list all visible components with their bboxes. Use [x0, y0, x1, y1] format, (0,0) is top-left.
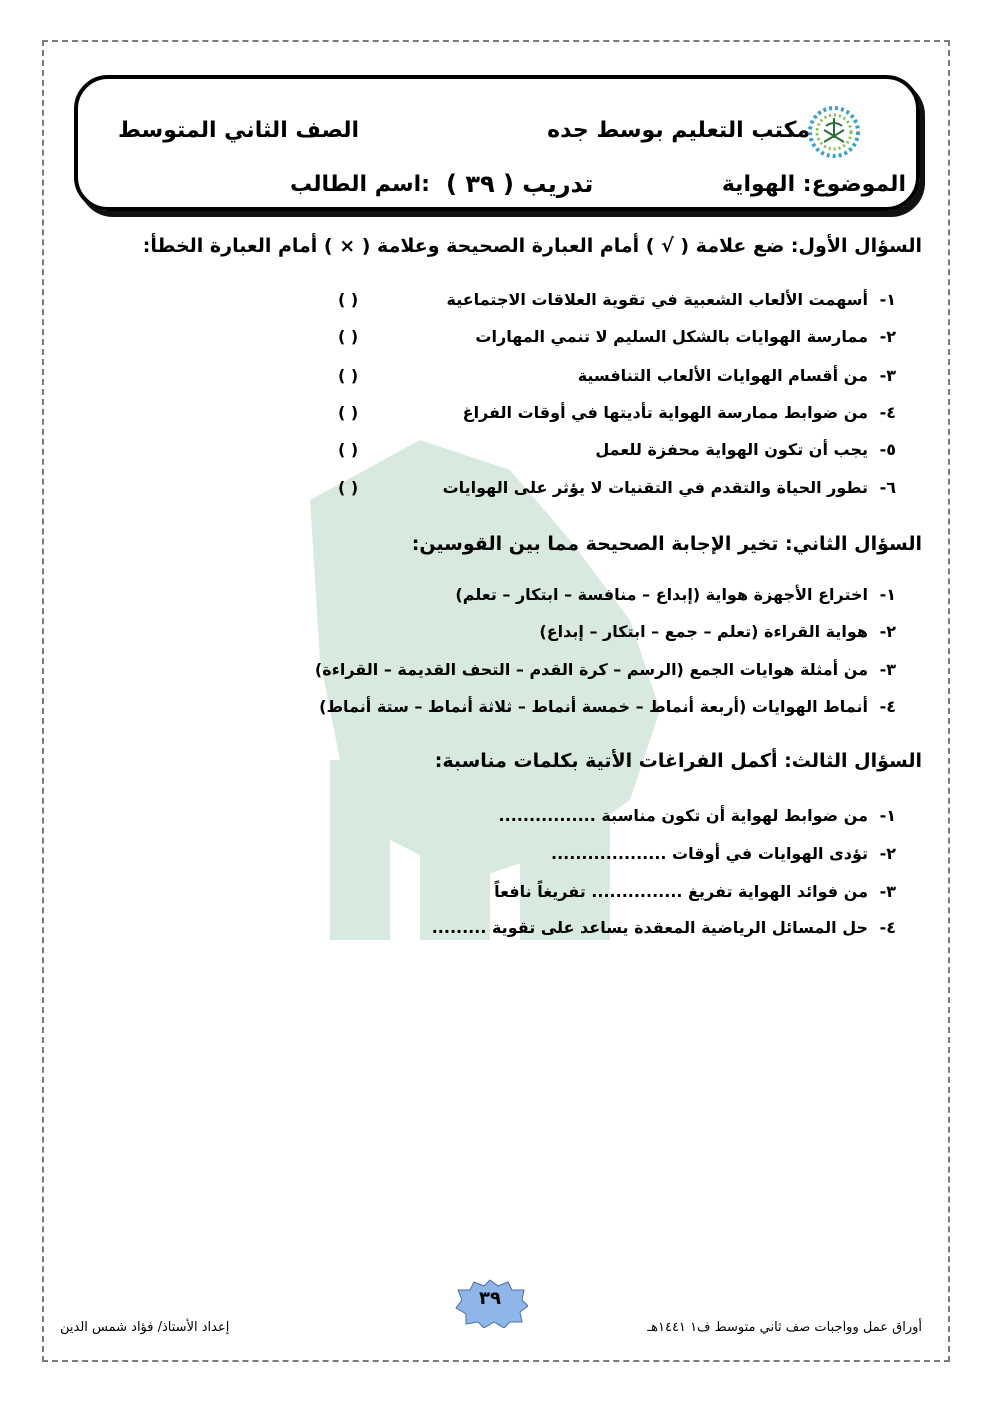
- q1-answer-1[interactable]: ( ): [338, 290, 359, 309]
- q1-item-1: ١-أسهمت الألعاب الشعبية في تقوية العلاقات الاجتماعية: [446, 290, 896, 309]
- footer-title: أوراق عمل وواجبات صف ثاني متوسط ف١ ١٤٤١هـ: [647, 1320, 922, 1335]
- saudi-emblem-icon: [806, 104, 862, 160]
- grade-label: الصف الثاني المتوسط: [118, 118, 360, 143]
- q2-title: السؤال الثاني: تخير الإجابة الصحيحة مما بين القوسين:: [411, 533, 922, 555]
- q1-item-5: ٥-يجب أن تكون الهواية محفزة للعمل: [595, 440, 896, 459]
- q3-title: السؤال الثالث: أكمل الفراغات الأتية بكلمات مناسبة:: [434, 750, 922, 772]
- q1-answer-2[interactable]: ( ): [338, 327, 359, 346]
- q1-answer-3[interactable]: ( ): [338, 366, 359, 385]
- q1-answer-5[interactable]: ( ): [338, 440, 359, 459]
- q3-item-3: ٣-من فوائد الهواية تفريغ ............... تفريغاً نافعاً: [494, 882, 896, 901]
- subject-label: الموضوع: الهواية: [721, 172, 906, 197]
- q3-item-1: ١-من ضوابط لهواية أن تكون مناسبة ................: [498, 806, 896, 825]
- page-number: ٣٩: [479, 1288, 501, 1309]
- q3-item-2: ٢-تؤدى الهوايات في أوقات ...................: [551, 844, 896, 863]
- q1-item-3: ٣-من أقسام الهوايات الألعاب التنافسية: [577, 366, 896, 385]
- q2-item-3: ٣-من أمثلة هوايات الجمع (الرسم – كرة القدم – التحف القديمة – القراءة): [314, 660, 896, 679]
- q1-answer-4[interactable]: ( ): [338, 403, 359, 422]
- q1-item-6: ٦-تطور الحياة والتقدم في التقنيات لا يؤثر على الهوايات: [442, 478, 896, 497]
- exercise-label: تدريب ( ٣٩ ): [446, 170, 594, 198]
- q1-item-4: ٤-من ضوابط ممارسة الهواية تأديتها في أوقات الفراغ: [462, 403, 896, 422]
- q2-item-2: ٢-هواية القراءة (تعلم – جمع – ابتكار – إبداع): [539, 622, 896, 641]
- q3-item-4: ٤-حل المسائل الرياضية المعقدة يساعد على تقوية .........: [431, 918, 896, 937]
- q2-item-1: ١-اختراع الأجهزة هواية (إبداع – منافسة – ابتكار – تعلم): [455, 585, 896, 604]
- q2-item-4: ٤-أنماط الهوايات (أربعة أنماط – خمسة أنماط – ثلاثة أنماط – ستة أنماط): [319, 697, 896, 716]
- q1-item-2: ٢-ممارسة الهوايات بالشكل السليم لا تنمي المهارات: [475, 327, 896, 346]
- q1-answer-6[interactable]: ( ): [338, 478, 359, 497]
- student-name-label: اسم الطالب:: [290, 172, 430, 197]
- footer-author: إعداد الأستاذ/ فؤاد شمس الدين: [60, 1320, 230, 1335]
- office-name: مكتب التعليم بوسط جده: [547, 118, 810, 143]
- q1-title: السؤال الأول: ضع علامة ( √ ) أمام العبارة الصحيحة وعلامة ( × ) أمام العبارة الخطأ:: [142, 235, 922, 257]
